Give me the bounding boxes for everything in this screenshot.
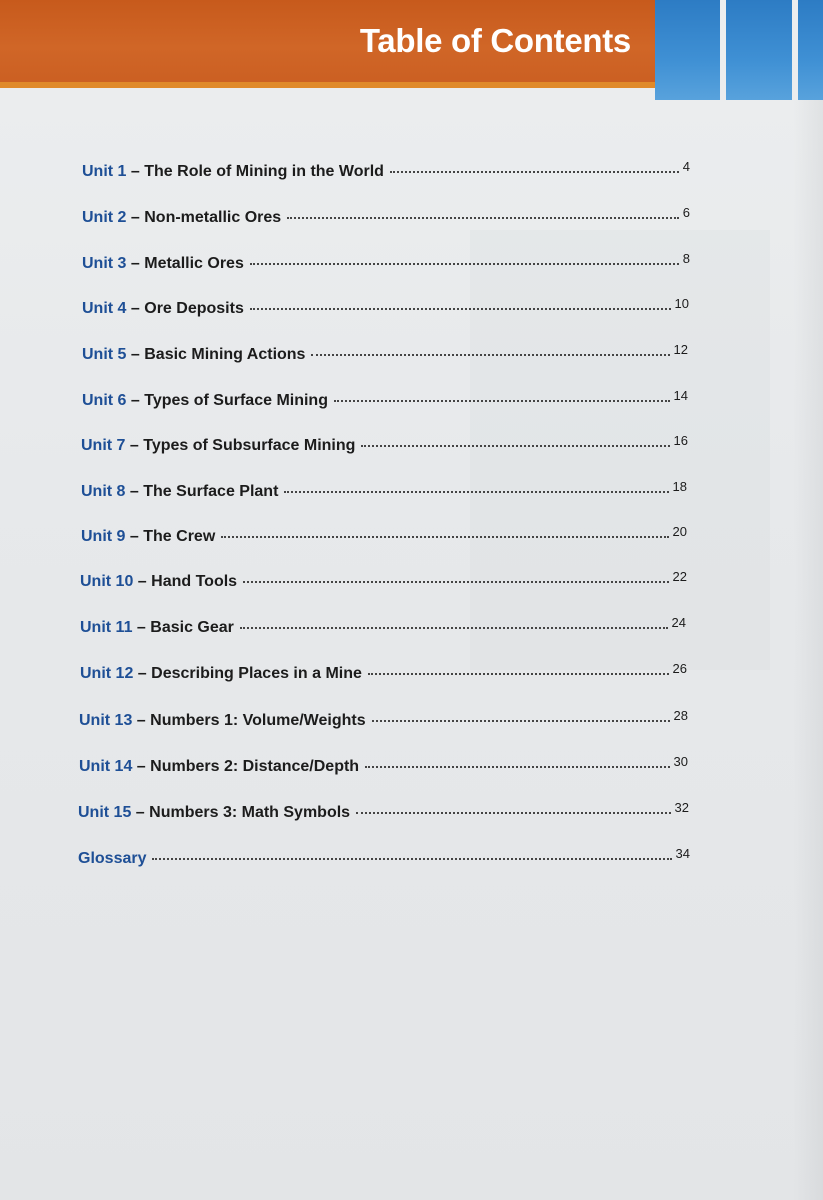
toc-dash: – [132,712,151,729]
toc-page-number: 14 [673,388,688,403]
toc-entry[interactable] [82,388,688,418]
dot-leader [334,400,670,402]
toc-dash: – [126,346,145,363]
dot-leader [243,581,668,583]
toc-page-number: 12 [673,342,688,357]
header-blue-block-2 [726,0,792,100]
toc-entry-title: Non-metallic Ores [144,209,282,226]
toc-dash: – [133,665,152,682]
toc-entry-title: Basic Mining Actions [144,346,306,363]
dot-leader [250,308,671,310]
toc-page-number: 20 [672,524,687,539]
dot-leader [311,354,669,356]
toc-entry[interactable] [79,754,688,784]
toc-entry-title: Describing Places in a Mine [151,665,362,682]
toc-dash: – [132,619,151,636]
toc-entry[interactable] [81,433,688,463]
toc-page-number: 18 [672,479,687,494]
toc-entry-title: Numbers 1: Volume/Weights [150,712,366,729]
toc-entry-title: The Surface Plant [143,483,279,500]
toc-entry-title: Metallic Ores [144,255,244,272]
toc-dash: – [125,483,144,500]
toc-unit-label: Unit 9 [81,528,126,545]
toc-entry[interactable] [80,661,687,691]
toc-entry[interactable] [82,251,690,281]
toc-unit-label: Unit 7 [81,437,126,454]
toc-dash: – [132,758,151,775]
toc-entry-title: Numbers 3: Math Symbols [149,804,351,821]
toc-dash: – [131,804,150,821]
toc-page-number: 4 [682,159,690,174]
toc-dash: – [125,528,144,545]
toc-unit-label: Unit 5 [82,346,127,363]
toc-entry[interactable] [82,205,690,235]
toc-dash: – [125,437,144,454]
dot-leader [372,720,670,722]
toc-dash: – [126,255,145,272]
toc-entry[interactable] [82,296,689,326]
dot-leader [361,445,669,447]
toc-unit-label: Unit 4 [82,300,127,317]
dot-leader [390,171,679,173]
header-blue-block-3 [798,0,823,100]
toc-entry[interactable] [82,159,690,189]
toc-unit-label: Unit 6 [82,392,127,409]
toc-unit-label: Unit 12 [80,665,134,682]
toc-entry[interactable] [82,342,688,372]
toc-unit-label: Unit 8 [81,483,126,500]
toc-entry[interactable] [80,569,687,599]
toc-dash: – [126,392,145,409]
toc-page-number: 16 [673,433,688,448]
dot-leader [356,812,670,814]
toc-entry[interactable] [78,846,690,876]
toc-unit-label: Unit 11 [80,619,133,636]
toc-entry-title: The Role of Mining in the World [144,163,384,180]
toc-page-number: 26 [672,661,687,676]
dot-leader [250,263,679,265]
toc-page-number: 32 [674,800,689,815]
toc-entry-title: The Crew [143,528,216,545]
toc-entry-title: Types of Subsurface Mining [143,437,356,454]
dot-leader [284,491,668,493]
toc-page-number: 28 [673,708,688,723]
toc-unit-label: Unit 13 [79,712,133,729]
toc-unit-label: Unit 10 [80,573,134,590]
dot-leader [368,673,669,675]
toc-page-number: 10 [674,296,689,311]
toc-entry-title: Hand Tools [151,573,238,590]
toc-unit-label: Unit 14 [79,758,133,775]
toc-entry[interactable] [80,615,686,645]
toc-entry[interactable] [79,708,688,738]
toc-page-number: 8 [682,251,690,266]
toc-page-number: 34 [675,846,690,861]
toc-dash: – [126,209,145,226]
toc-unit-label: Glossary [78,850,147,867]
toc-entry-title: Numbers 2: Distance/Depth [150,758,360,775]
page-title: Table of Contents [359,22,631,59]
toc-page-number: 22 [672,569,687,584]
toc-entry-title: Types of Surface Mining [144,392,328,409]
toc-unit-label: Unit 15 [78,804,132,821]
toc-page-number: 24 [671,615,686,630]
toc-page-number: 6 [682,205,690,220]
toc-unit-label: Unit 3 [82,255,127,272]
header-blue-block-1 [655,0,720,100]
toc-page-number: 30 [673,754,688,769]
toc-entry[interactable] [81,524,687,554]
dot-leader [221,536,668,538]
toc-entry[interactable] [78,800,689,830]
toc-dash: – [126,163,145,180]
toc-entry[interactable] [81,479,687,509]
toc-entry-title: Ore Deposits [144,300,244,317]
toc-dash: – [133,573,152,590]
dot-leader [365,766,669,768]
dot-leader [240,627,668,629]
toc-entry-title: Basic Gear [150,619,234,636]
dot-leader [287,217,679,219]
header-accent-strip [0,82,655,88]
page-edge-shade [793,100,823,1200]
dot-leader [152,858,671,860]
toc-dash: – [126,300,145,317]
toc-unit-label: Unit 1 [82,163,127,180]
toc-unit-label: Unit 2 [82,209,127,226]
